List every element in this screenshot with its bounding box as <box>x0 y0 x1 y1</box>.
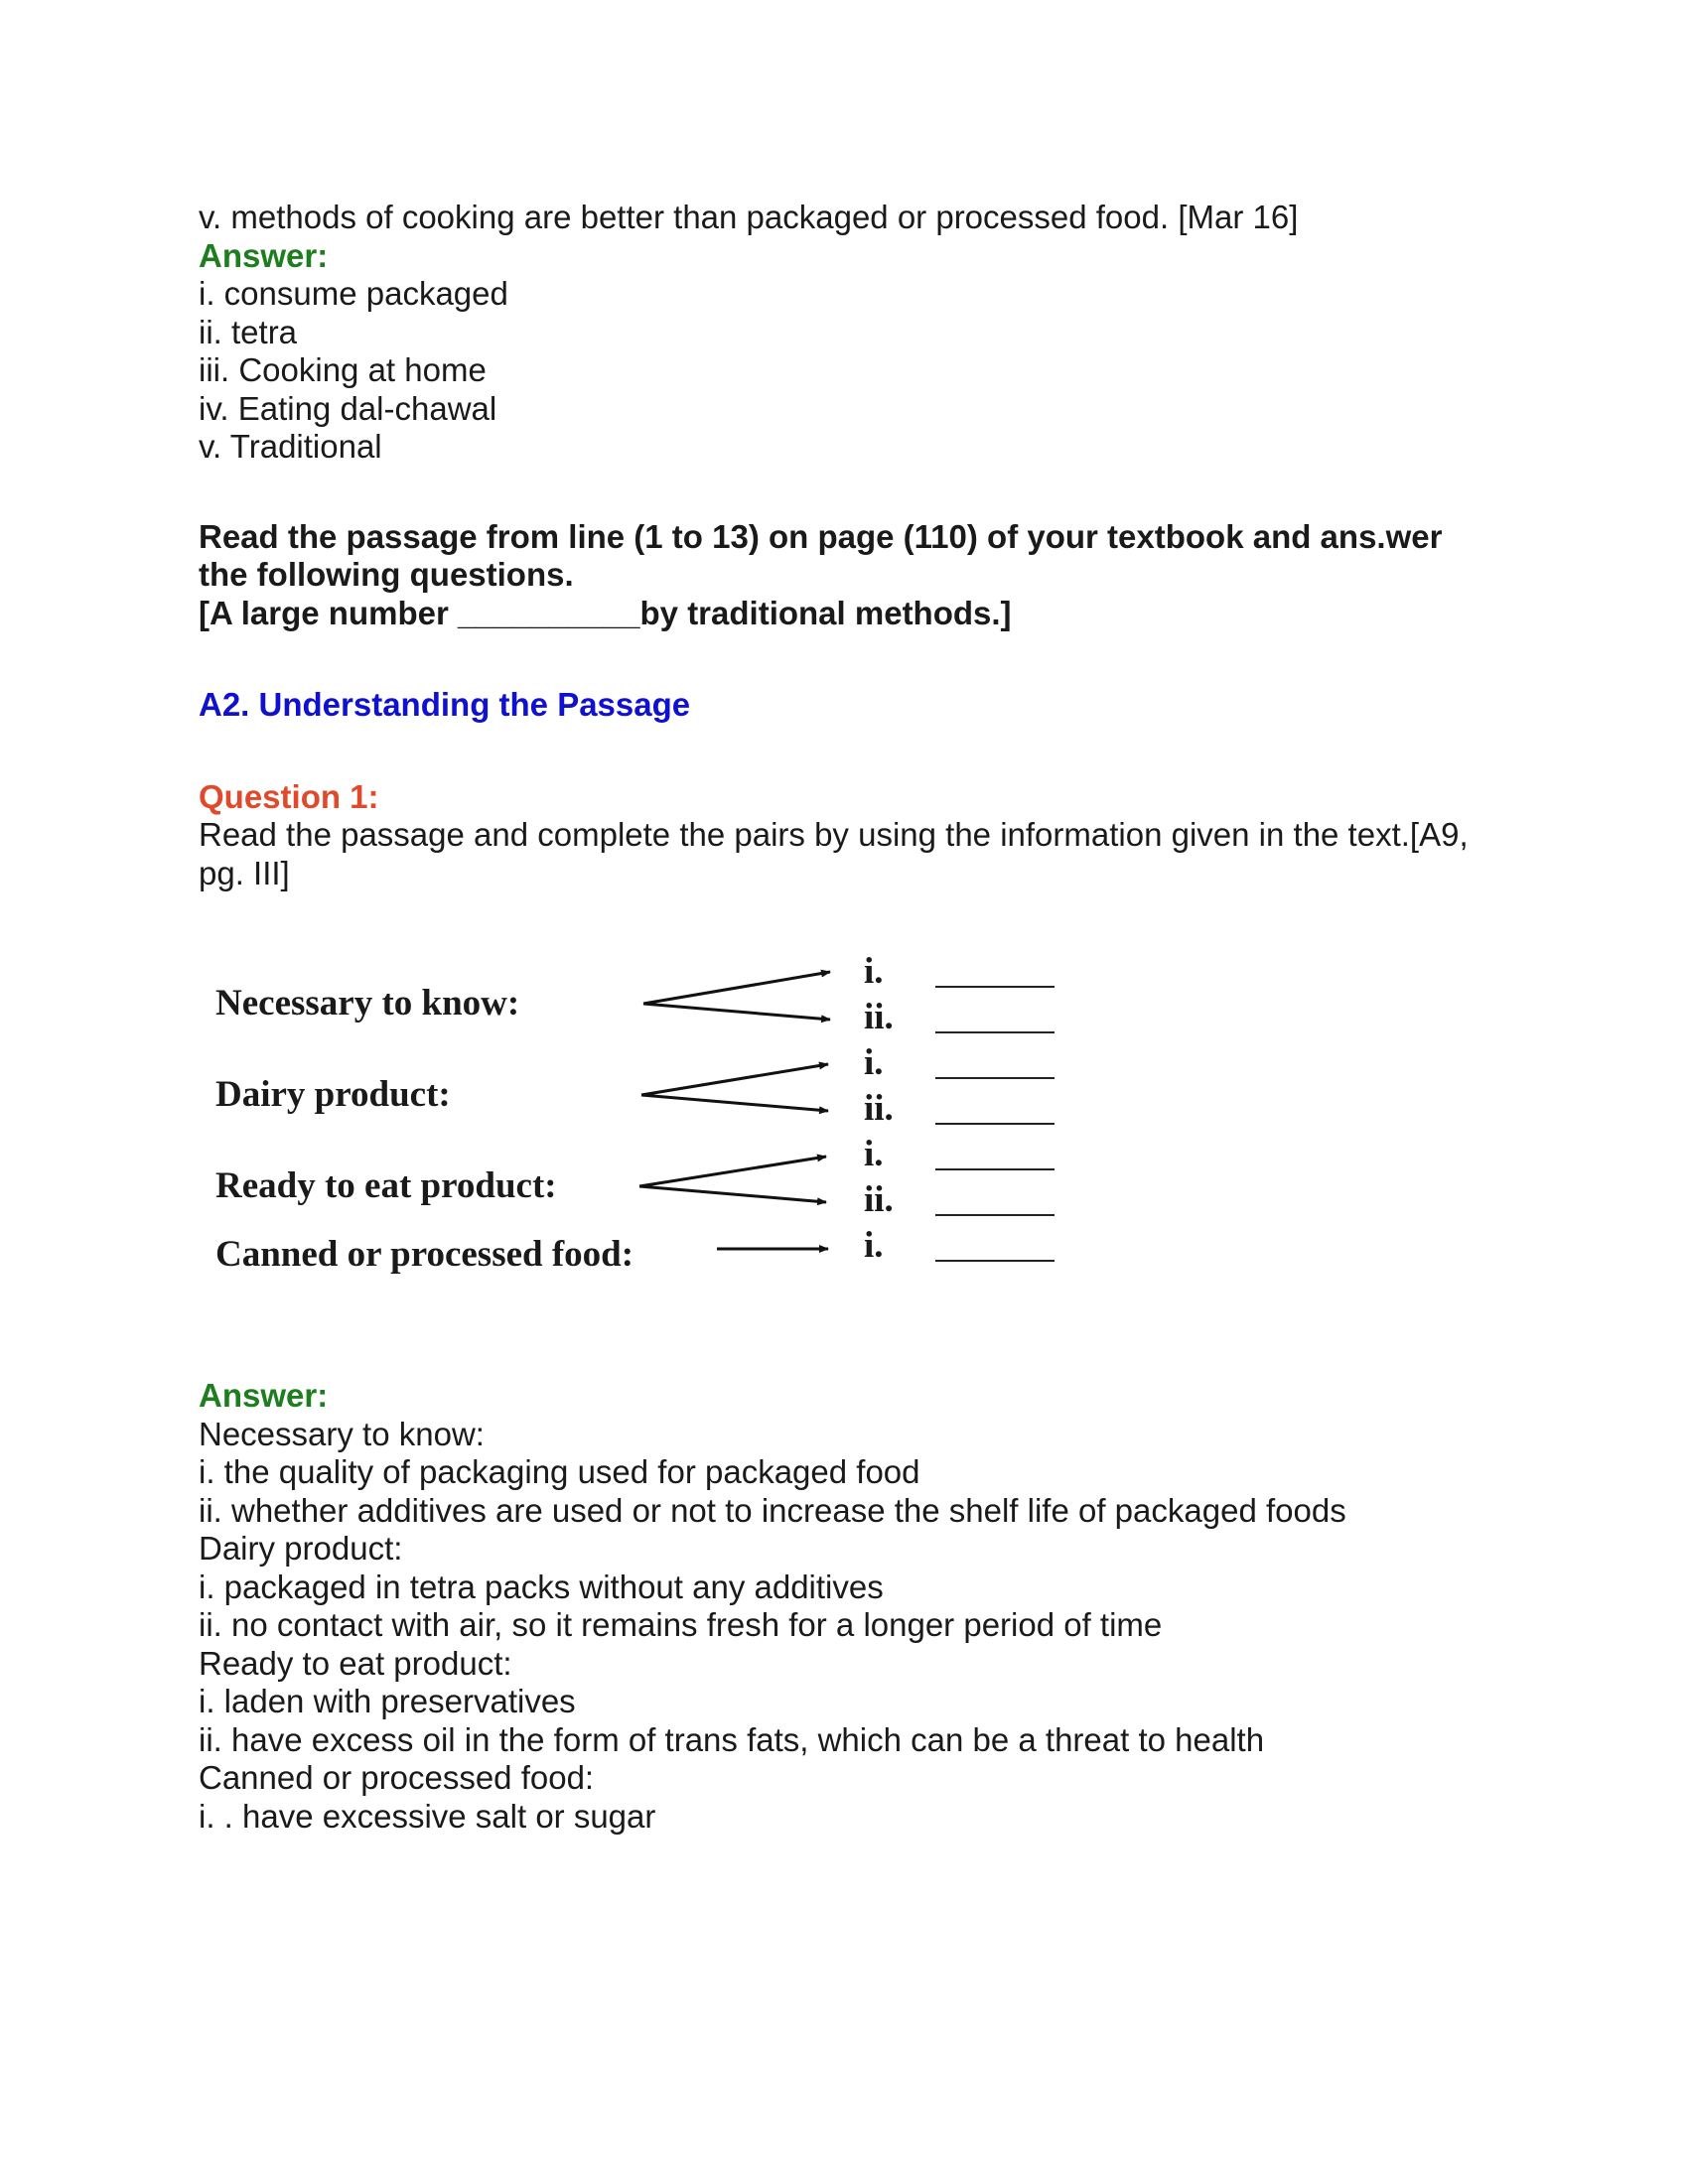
numeral: i. <box>864 1134 884 1174</box>
document-page <box>199 199 1489 1836</box>
diagram-label: Ready to eat product: <box>215 1165 557 1206</box>
numeral: ii. <box>864 1179 894 1220</box>
answer-item: iv. Eating dal-chawal <box>199 389 497 427</box>
answer-line: ii. no contact with air, so it remains fresh for a longer period of time <box>199 1606 1163 1643</box>
answer-item: iii. Cooking at home <box>199 351 487 388</box>
answer-blank <box>935 1168 1055 1170</box>
answer-heading-1: Answer: <box>199 236 329 274</box>
answer-line: ii. whether additives are used or not to increase the shelf life of packaged foods <box>199 1491 1346 1529</box>
arrow-pair-1 <box>643 972 830 1020</box>
answer-line: ii. have excess oil in the form of trans fats, which can be a threat to health <box>199 1720 1265 1758</box>
answer-line: Canned or processed food: <box>199 1759 595 1796</box>
answer-line: i. packaged in tetra packs without any additives <box>199 1568 884 1605</box>
question-heading: Question 1: <box>199 777 379 815</box>
answer-line: Necessary to know: <box>199 1415 485 1452</box>
answer-item: v. Traditional <box>199 428 382 465</box>
answer-blank <box>935 1260 1055 1262</box>
answer-blank <box>935 1077 1055 1079</box>
instruction-line: the following questions. <box>199 556 574 593</box>
answer-item: ii. tetra <box>199 313 298 350</box>
answer-blank <box>935 1031 1055 1033</box>
instruction-line: Read the passage from line (1 to 13) on page (110) of your textbook and ans.wer <box>199 517 1443 555</box>
arrow-pair-3 <box>639 1157 826 1202</box>
numeral: i. <box>864 1225 884 1266</box>
numeral: ii. <box>864 1088 894 1129</box>
answer-heading-2: Answer: <box>199 1377 329 1414</box>
diagram-label: Dairy product: <box>215 1074 451 1115</box>
answer-item: i. consume packaged <box>199 275 508 312</box>
diagram-label: Canned or processed food: <box>215 1234 634 1275</box>
answer-line: i. laden with preservatives <box>199 1683 576 1719</box>
arrow-pair-2 <box>641 1064 828 1111</box>
question-text: pg. III] <box>199 854 290 891</box>
pairs-diagram <box>199 950 1092 1278</box>
numeral: i. <box>864 1042 884 1083</box>
instruction-line: [A large number __________by traditional methods.] <box>199 594 1012 631</box>
answer-line: Ready to eat product: <box>199 1644 512 1682</box>
numeral: ii. <box>864 997 894 1037</box>
answer-blank <box>935 1214 1055 1216</box>
answer-blank <box>935 1123 1055 1125</box>
answer-line: i. the quality of packaging used for packaged food <box>199 1453 920 1490</box>
top-line: v. methods of cooking are better than packaged or processed food. [Mar 16] <box>199 199 1299 235</box>
answer-line: i. . have excessive salt or sugar <box>199 1797 656 1835</box>
question-text: Read the passage and complete the pairs by using the information given in the text.[A9, <box>199 816 1469 853</box>
diagram-label: Necessary to know: <box>215 983 520 1024</box>
numeral: i. <box>864 951 884 992</box>
answer-line: Dairy product: <box>199 1530 403 1567</box>
answer-blank <box>935 986 1055 988</box>
section-title: A2. Understanding the Passage <box>199 686 691 723</box>
